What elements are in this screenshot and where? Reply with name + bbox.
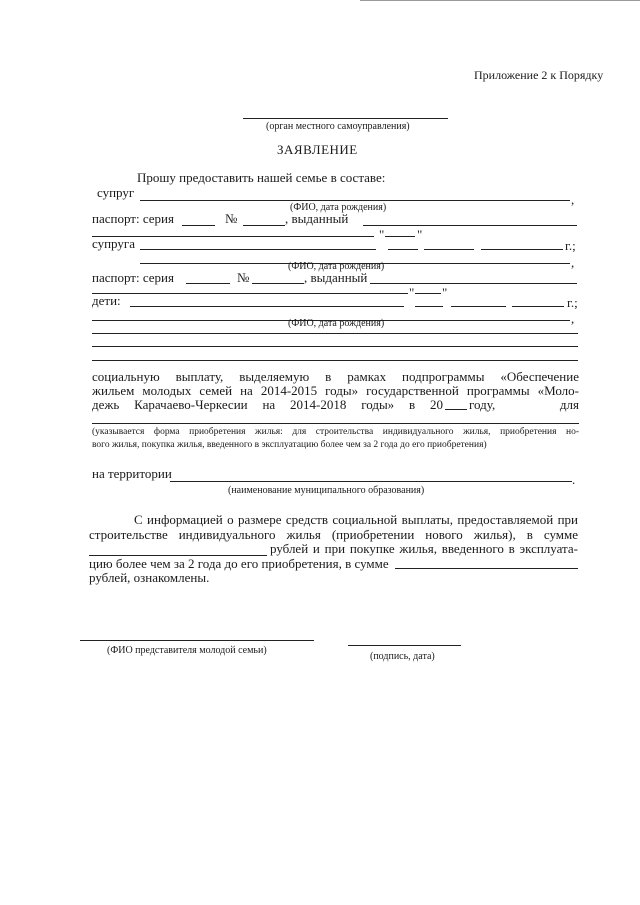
scan-edge-mark <box>360 0 640 4</box>
spouse-female-name-field[interactable] <box>140 249 376 250</box>
appendix-reference: Приложение 2 к Порядку <box>474 68 604 82</box>
spouse-female-passport-number-field[interactable] <box>252 283 304 284</box>
territory-field[interactable] <box>170 481 572 482</box>
spouse-male-issue-month-field-2[interactable] <box>424 249 474 250</box>
children-name-field-5[interactable] <box>92 360 578 361</box>
year-suffix: г.; <box>567 295 578 310</box>
info-line-3: рублей и при покупке жилья, введенного в эксплуата- <box>270 541 578 556</box>
number-sign: № <box>225 211 238 226</box>
children-caption: (ФИО, дата рождения) <box>288 318 385 329</box>
children-label: дети: <box>92 293 121 308</box>
info-line-2: строительстве индивидуального жилья (приобретении нового жилья), в сумме <box>89 527 578 542</box>
comma: , <box>571 192 575 207</box>
spouse-male-passport-series-field[interactable] <box>182 225 215 226</box>
spouse-male-passport-number-field[interactable] <box>243 225 285 226</box>
quote-open: " <box>379 227 385 242</box>
territory-caption: (наименование муниципального образования) <box>228 485 425 496</box>
info-line-1: С информацией о размере средств социальной выплаты, предоставляемой при <box>134 512 578 527</box>
spouse-female-issue-day-field[interactable] <box>415 293 441 294</box>
program-line-3-text: дежь Карачаево-Черкесии на 2014-2018 годы» в 20 <box>92 397 443 412</box>
signature-caption: (подпись, дата) <box>370 651 435 662</box>
spouse-female-passport-label: паспорт: серия <box>92 270 174 285</box>
purchase-form-caption-1: (указывается форма приобретения жилья: для строительства индивидуального жилья, приобретения но- <box>92 427 579 437</box>
quote-close: " <box>417 227 423 242</box>
period: . <box>572 472 576 487</box>
spouse-male-issued-label: , выданный <box>285 211 349 226</box>
spouse-female-caption: (ФИО, дата рождения) <box>288 261 385 272</box>
program-year-field[interactable] <box>445 397 467 410</box>
spouse-female-issued-by-field-2[interactable] <box>92 293 408 294</box>
comma: , <box>571 311 575 326</box>
spouse-male-caption: (ФИО, дата рождения) <box>290 202 387 213</box>
territory-label: на территории <box>92 466 172 481</box>
purchase-form-field[interactable] <box>92 423 579 424</box>
signature-date-field[interactable] <box>348 645 461 646</box>
info-line-4-text: цию более чем за 2 года до его приобретения, в сумме <box>89 556 389 571</box>
document-title: ЗАЯВЛЕНИЕ <box>277 142 358 157</box>
quote-open: " <box>409 285 415 300</box>
spouse-female-issued-label: , выданный <box>304 270 368 285</box>
spouse-female-issue-year-field[interactable] <box>512 306 564 307</box>
program-line-2: жильем молодых семей на 2014-2015 годы» государственной программы «Моло- <box>92 383 579 398</box>
spouse-male-issue-month-field[interactable] <box>388 249 418 250</box>
representative-name-field[interactable] <box>80 640 314 641</box>
program-line-1: социальную выплату, выделяемую в рамках подпрограммы «Обеспечение <box>92 369 579 384</box>
spouse-male-label: супруг <box>97 185 135 200</box>
quote-close: " <box>442 285 448 300</box>
spouse-male-issued-by-field[interactable] <box>363 225 577 226</box>
old-housing-amount-field[interactable] <box>395 556 578 569</box>
spouse-male-issue-year-field[interactable] <box>481 249 563 250</box>
spouse-male-passport-label: паспорт: серия <box>92 211 174 226</box>
intro-text: Прошу предоставить нашей семье в составе: <box>137 170 386 185</box>
number-sign: № <box>237 270 250 285</box>
children-name-field-1[interactable] <box>130 306 404 307</box>
representative-caption: (ФИО представителя молодой семьи) <box>107 645 267 656</box>
year-suffix: г.; <box>565 238 576 253</box>
authority-caption: (орган местного самоуправления) <box>266 121 410 132</box>
authority-field-line[interactable] <box>243 118 448 119</box>
children-name-field-4[interactable] <box>92 346 578 347</box>
info-line-5: рублей, ознакомлены. <box>89 570 210 585</box>
program-line-3-tail: году, для <box>469 397 579 412</box>
purchase-form-caption-2: вого жилья, покупка жилья, введенного в эксплуатацию более чем за 2 года до его приобретения) <box>92 440 487 450</box>
spouse-female-issue-month-field[interactable] <box>415 306 443 307</box>
spouse-female-issued-by-field[interactable] <box>370 283 577 284</box>
spouse-female-label: супруга <box>92 236 135 251</box>
program-line-3 <box>92 397 579 413</box>
spouse-male-issue-day-field[interactable] <box>385 236 415 237</box>
comma: , <box>571 255 575 270</box>
spouse-female-issue-month-field-2[interactable] <box>451 306 506 307</box>
children-name-field-3[interactable] <box>92 333 578 334</box>
spouse-female-passport-series-field[interactable] <box>186 283 230 284</box>
spouse-male-name-field[interactable] <box>140 200 570 201</box>
